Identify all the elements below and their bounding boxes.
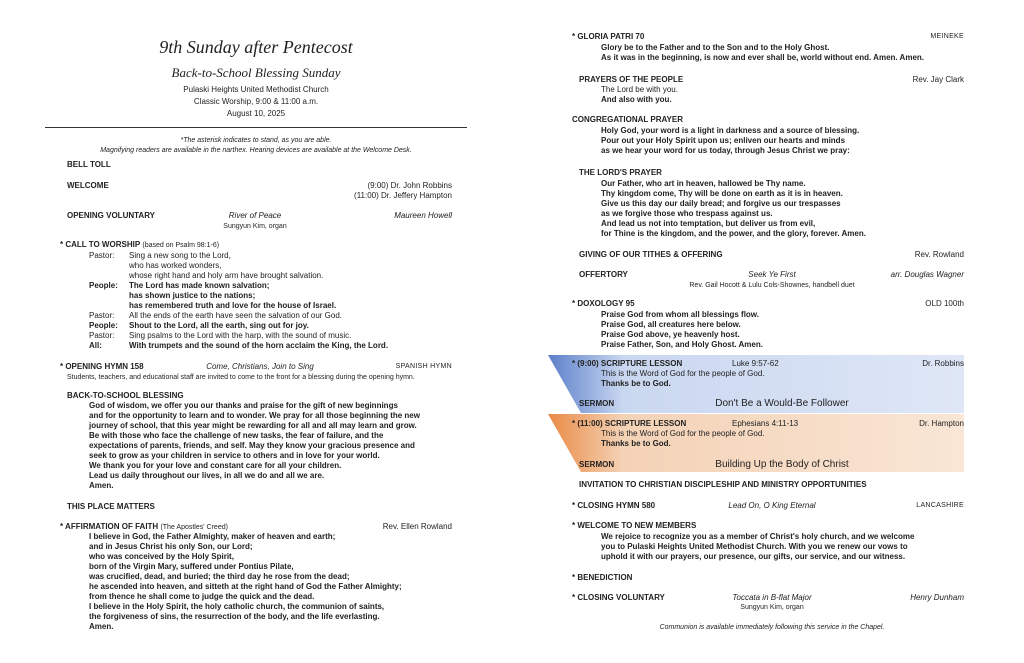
blessing-line: Lead us daily throughout our lives, in all we do and all we are. xyxy=(89,471,325,480)
blessing-line: and for the opportunity to learn and to wonder. We pray for all those beginning the new xyxy=(89,411,420,420)
welcome-members-text xyxy=(601,532,914,562)
doxology-line: Praise God from whom all blessings flow. xyxy=(601,310,759,319)
lords-prayer-heading: THE LORD'S PRAYER xyxy=(579,168,662,177)
litany-line xyxy=(89,291,388,301)
asterisk-note: *The asterisk indicates to stand, as you are able. xyxy=(180,137,332,144)
bell-toll-heading: BELL TOLL xyxy=(67,160,111,169)
page-title: 9th Sunday after Pentecost xyxy=(159,37,353,57)
scripture-1100-line1: This is the Word of God for the people of God. xyxy=(601,429,765,438)
creed-line: born of the Virgin Mary, suffered under Pontius Pilate, xyxy=(89,562,294,571)
affirmation-source: (The Apostles' Creed) xyxy=(160,524,228,531)
lords-prayer-line: for Thine is the kingdom, and the power, and the glory, forever. Amen. xyxy=(601,229,866,238)
closing-voluntary-heading: * CLOSING VOLUNTARY xyxy=(572,593,665,602)
blessing-heading: BACK-TO-SCHOOL BLESSING xyxy=(67,391,184,400)
lords-prayer-line: And lead us not into temptation, but deliver us from evil, xyxy=(601,219,816,228)
litany-line xyxy=(89,311,388,321)
blessing-text xyxy=(89,401,420,491)
lords-prayer-line: Give us this day our daily bread; and forgive us our trespasses xyxy=(601,199,841,208)
call-to-worship-source: (based on Psalm 98:1-6) xyxy=(142,242,220,249)
litany-text: Sing psalms to the Lord with the harp, with the sound of music. xyxy=(129,331,352,340)
welcome-members-line: We rejoice to recognize you as a member of Christ's holy church, and we welcome xyxy=(601,532,915,541)
welcome-leader-1100: (11:00) Dr. Jeffery Hampton xyxy=(354,191,452,200)
blessing-line: God of wisdom, we offer you our thanks and praise for the gift of new beginnings xyxy=(89,401,398,410)
gloria-tune: MEINEKE xyxy=(930,33,964,40)
doxology-line: Praise God, all creatures here below. xyxy=(601,320,741,329)
litany-speaker: People: xyxy=(89,321,118,330)
closing-voluntary-title: Toccata in B-flat Major xyxy=(732,593,812,602)
creed-line: from thence he shall come to judge the quick and the dead. xyxy=(89,592,315,601)
blessing-line: Be with those who face the challenge of new tasks, the fear of failure, and the xyxy=(89,431,384,440)
gloria-line: Glory be to the Father and to the Son and to the Holy Ghost. xyxy=(601,43,830,52)
sermon-900-title: Don't Be a Would-Be Follower xyxy=(715,398,849,409)
blessing-line: We thank you for your love and constant care for all your children. xyxy=(89,461,342,470)
communion-note: Communion is available immediately following this service in the Chapel. xyxy=(659,624,885,631)
offertory-performers: Rev. Gail Hocott & Lulu Cols-Shownes, handbell duet xyxy=(689,282,855,289)
header-divider xyxy=(45,127,467,128)
sermon-1100-label: SERMON xyxy=(579,460,615,469)
call-to-worship-heading xyxy=(60,240,219,251)
congregational-line: Holy God, your word is a light in darkness and a source of blessing. xyxy=(601,126,860,135)
scripture-900-line1: This is the Word of God for the people of God. xyxy=(601,369,765,378)
congregational-line: as we hear your word for us today, through Jesus Christ we pray: xyxy=(601,146,850,155)
opening-hymn-tune: SPANISH HYMN xyxy=(395,363,452,370)
creed-line: the forgiveness of sins, the resurrection of the body, and the life everlasting. xyxy=(89,612,380,621)
closing-hymn-tune: LANCASHIRE xyxy=(916,502,964,509)
affirmation-leader: Rev. Ellen Rowland xyxy=(382,522,452,531)
creed-line: I believe in the Holy Spirit, the holy catholic church, the communion of saints, xyxy=(89,602,385,611)
lords-prayer-text xyxy=(601,179,866,239)
opening-hymn-heading: * OPENING HYMN 158 xyxy=(60,362,144,371)
litany-text: Shout to the Lord, all the earth, sing out for joy. xyxy=(129,321,309,330)
litany-line xyxy=(89,331,388,341)
sermon-1100-title: Building Up the Body of Christ xyxy=(715,459,849,470)
welcome-members-line: you to Pulaski Heights United Methodist Church. With you we renew our vows to xyxy=(601,542,908,551)
giving-heading: GIVING OF OUR TITHES & OFFERING xyxy=(579,250,723,259)
prayers-heading: PRAYERS OF THE PEOPLE xyxy=(579,75,684,84)
litany-speaker: Pastor: xyxy=(89,331,115,340)
gloria-line: As it was in the beginning, is now and ever shall be, world without end. Amen. Amen. xyxy=(601,53,924,62)
prayers-response-1: The Lord be with you. xyxy=(601,85,678,94)
creed-line: who was conceived by the Holy Spirit, xyxy=(89,552,234,561)
litany-speaker: People: xyxy=(89,281,118,290)
prayers-response-2: And also with you. xyxy=(601,95,672,104)
litany-text: has remembered truth and love for the house of Israel. xyxy=(129,301,337,310)
opening-voluntary-composer: Maureen Howell xyxy=(394,211,452,220)
affirmation-label: * AFFIRMATION OF FAITH xyxy=(60,522,159,531)
creed-line: and in Jesus Christ his only Son, our Lord; xyxy=(89,542,253,551)
congregational-line: Pour out your Holy Spirit upon us; enliven our hearts and minds xyxy=(601,136,846,145)
scripture-1100-reader: Dr. Hampton xyxy=(919,419,964,428)
scripture-900-reader: Dr. Robbins xyxy=(922,359,964,368)
congregational-prayer-heading: CONGREGATIONAL PRAYER xyxy=(572,115,683,124)
litany-line xyxy=(89,251,388,261)
litany-line xyxy=(89,321,388,331)
blessing-line: journey of school, that this year might be rewarding for all and all may learn and grow. xyxy=(89,421,417,430)
opening-hymn-note: Students, teachers, and educational staff are invited to come to the front for a blessing during the opening hymn. xyxy=(67,374,415,381)
scripture-1100-line2: Thanks be to God. xyxy=(601,439,671,448)
litany-line xyxy=(89,341,388,351)
opening-voluntary-title: River of Peace xyxy=(228,211,282,220)
scripture-900-line2: Thanks be to God. xyxy=(601,379,671,388)
opening-voluntary-performer: Sungyun Kim, organ xyxy=(223,223,287,230)
creed-line: he ascended into heaven, and sitteth at the right hand of God the Father Almighty; xyxy=(89,582,402,591)
place-matters-heading: THIS PLACE MATTERS xyxy=(67,502,155,511)
litany-text: has shown justice to the nations; xyxy=(129,291,256,300)
affirmation-text xyxy=(89,532,402,632)
scripture-900-heading: * (9:00) SCRIPTURE LESSON xyxy=(572,359,683,368)
litany-text: Sing a new song to the Lord, xyxy=(129,251,231,260)
offertory-heading: OFFERTORY xyxy=(579,270,628,279)
call-to-worship-litany xyxy=(89,251,388,351)
litany-text: With trumpets and the sound of the horn acclaim the King, the Lord. xyxy=(129,341,389,350)
litany-speaker: All: xyxy=(89,341,102,350)
doxology-line: Praise God above, ye heavenly host. xyxy=(601,330,740,339)
doxology-text xyxy=(601,310,763,350)
call-to-worship-label: * CALL TO WORSHIP xyxy=(60,240,141,249)
closing-voluntary-performer: Sungyun Kim, organ xyxy=(740,604,804,611)
service-times: Classic Worship, 9:00 & 11:00 a.m. xyxy=(193,97,319,106)
welcome-members-line: uphold it with our prayers, our presence, our gifts, our service, and our witness. xyxy=(601,552,906,561)
litany-speaker: Pastor: xyxy=(89,311,115,320)
offertory-arranger: arr. Douglas Wagner xyxy=(890,270,964,279)
benediction-heading: * BENEDICTION xyxy=(572,573,633,582)
doxology-tune: OLD 100th xyxy=(925,299,964,308)
litany-text: who has worked wonders, xyxy=(129,261,222,270)
blessing-line: expectations of parents, friends, and self. May they know your gracious presence and xyxy=(89,441,415,450)
creed-line: I believe in God, the Father Almighty, maker of heaven and earth; xyxy=(89,532,336,541)
creed-line: was crucified, dead, and buried; the third day he rose from the dead; xyxy=(89,572,350,581)
doxology-heading: * DOXOLOGY 95 xyxy=(572,299,635,308)
page-subtitle: Back-to-School Blessing Sunday xyxy=(171,65,341,80)
gloria-text xyxy=(601,43,924,63)
prayers-leader: Rev. Jay Clark xyxy=(912,75,964,84)
offertory-title: Seek Ye First xyxy=(748,270,796,279)
litany-line xyxy=(89,281,388,291)
creed-line: Amen. xyxy=(89,622,114,631)
blessing-line: Amen. xyxy=(89,481,114,490)
opening-voluntary-heading: OPENING VOLUNTARY xyxy=(67,211,156,220)
litany-line xyxy=(89,271,388,281)
lords-prayer-line: as we forgive those who trespass against us. xyxy=(601,209,773,218)
invitation-heading: INVITATION TO CHRISTIAN DISCIPLESHIP AND MINISTRY OPPORTUNITIES xyxy=(579,480,867,489)
lords-prayer-line: Thy kingdom come, Thy will be done on earth as it is in heaven. xyxy=(601,189,843,198)
litany-text: All the ends of the earth have seen the salvation of our God. xyxy=(129,311,343,320)
scripture-1100-reference: Ephesians 4:11-13 xyxy=(732,419,799,428)
litany-text: whose right hand and holy arm have brought salvation. xyxy=(129,271,324,280)
welcome-heading: WELCOME xyxy=(67,181,109,190)
closing-hymn-heading: * CLOSING HYMN 580 xyxy=(572,501,656,510)
doxology-line: Praise Father, Son, and Holy Ghost. Amen. xyxy=(601,340,763,349)
sermon-900-label: SERMON xyxy=(579,399,615,408)
gloria-heading: * GLORIA PATRI 70 xyxy=(572,32,645,41)
litany-speaker: Pastor: xyxy=(89,251,115,260)
litany-text: The Lord has made known salvation; xyxy=(129,281,270,290)
welcome-members-heading: * WELCOME TO NEW MEMBERS xyxy=(572,521,697,530)
lords-prayer-line: Our Father, who art in heaven, hallowed be Thy name. xyxy=(601,179,806,188)
opening-hymn-title: Come, Christians, Join to Sing xyxy=(206,362,314,371)
litany-line xyxy=(89,261,388,271)
giving-leader: Rev. Rowland xyxy=(914,250,964,259)
litany-line xyxy=(89,301,388,311)
closing-voluntary-composer: Henry Dunham xyxy=(910,593,964,602)
welcome-leader-900: (9:00) Dr. John Robbins xyxy=(367,181,452,190)
congregational-prayer-text xyxy=(601,126,859,156)
scripture-900-reference: Luke 9:57-62 xyxy=(732,359,779,368)
blessing-line: seek to grow as your children in service to others and in love for your world. xyxy=(89,451,380,460)
church-name: Pulaski Heights United Methodist Church xyxy=(183,85,329,94)
closing-hymn-title: Lead On, O King Eternal xyxy=(728,501,816,510)
scripture-1100-heading: * (11:00) SCRIPTURE LESSON xyxy=(572,419,687,428)
accessibility-note: Magnifying readers are available in the narthex. Hearing devices are available at the Welcome Desk. xyxy=(100,147,412,154)
service-date: August 10, 2025 xyxy=(226,109,286,118)
